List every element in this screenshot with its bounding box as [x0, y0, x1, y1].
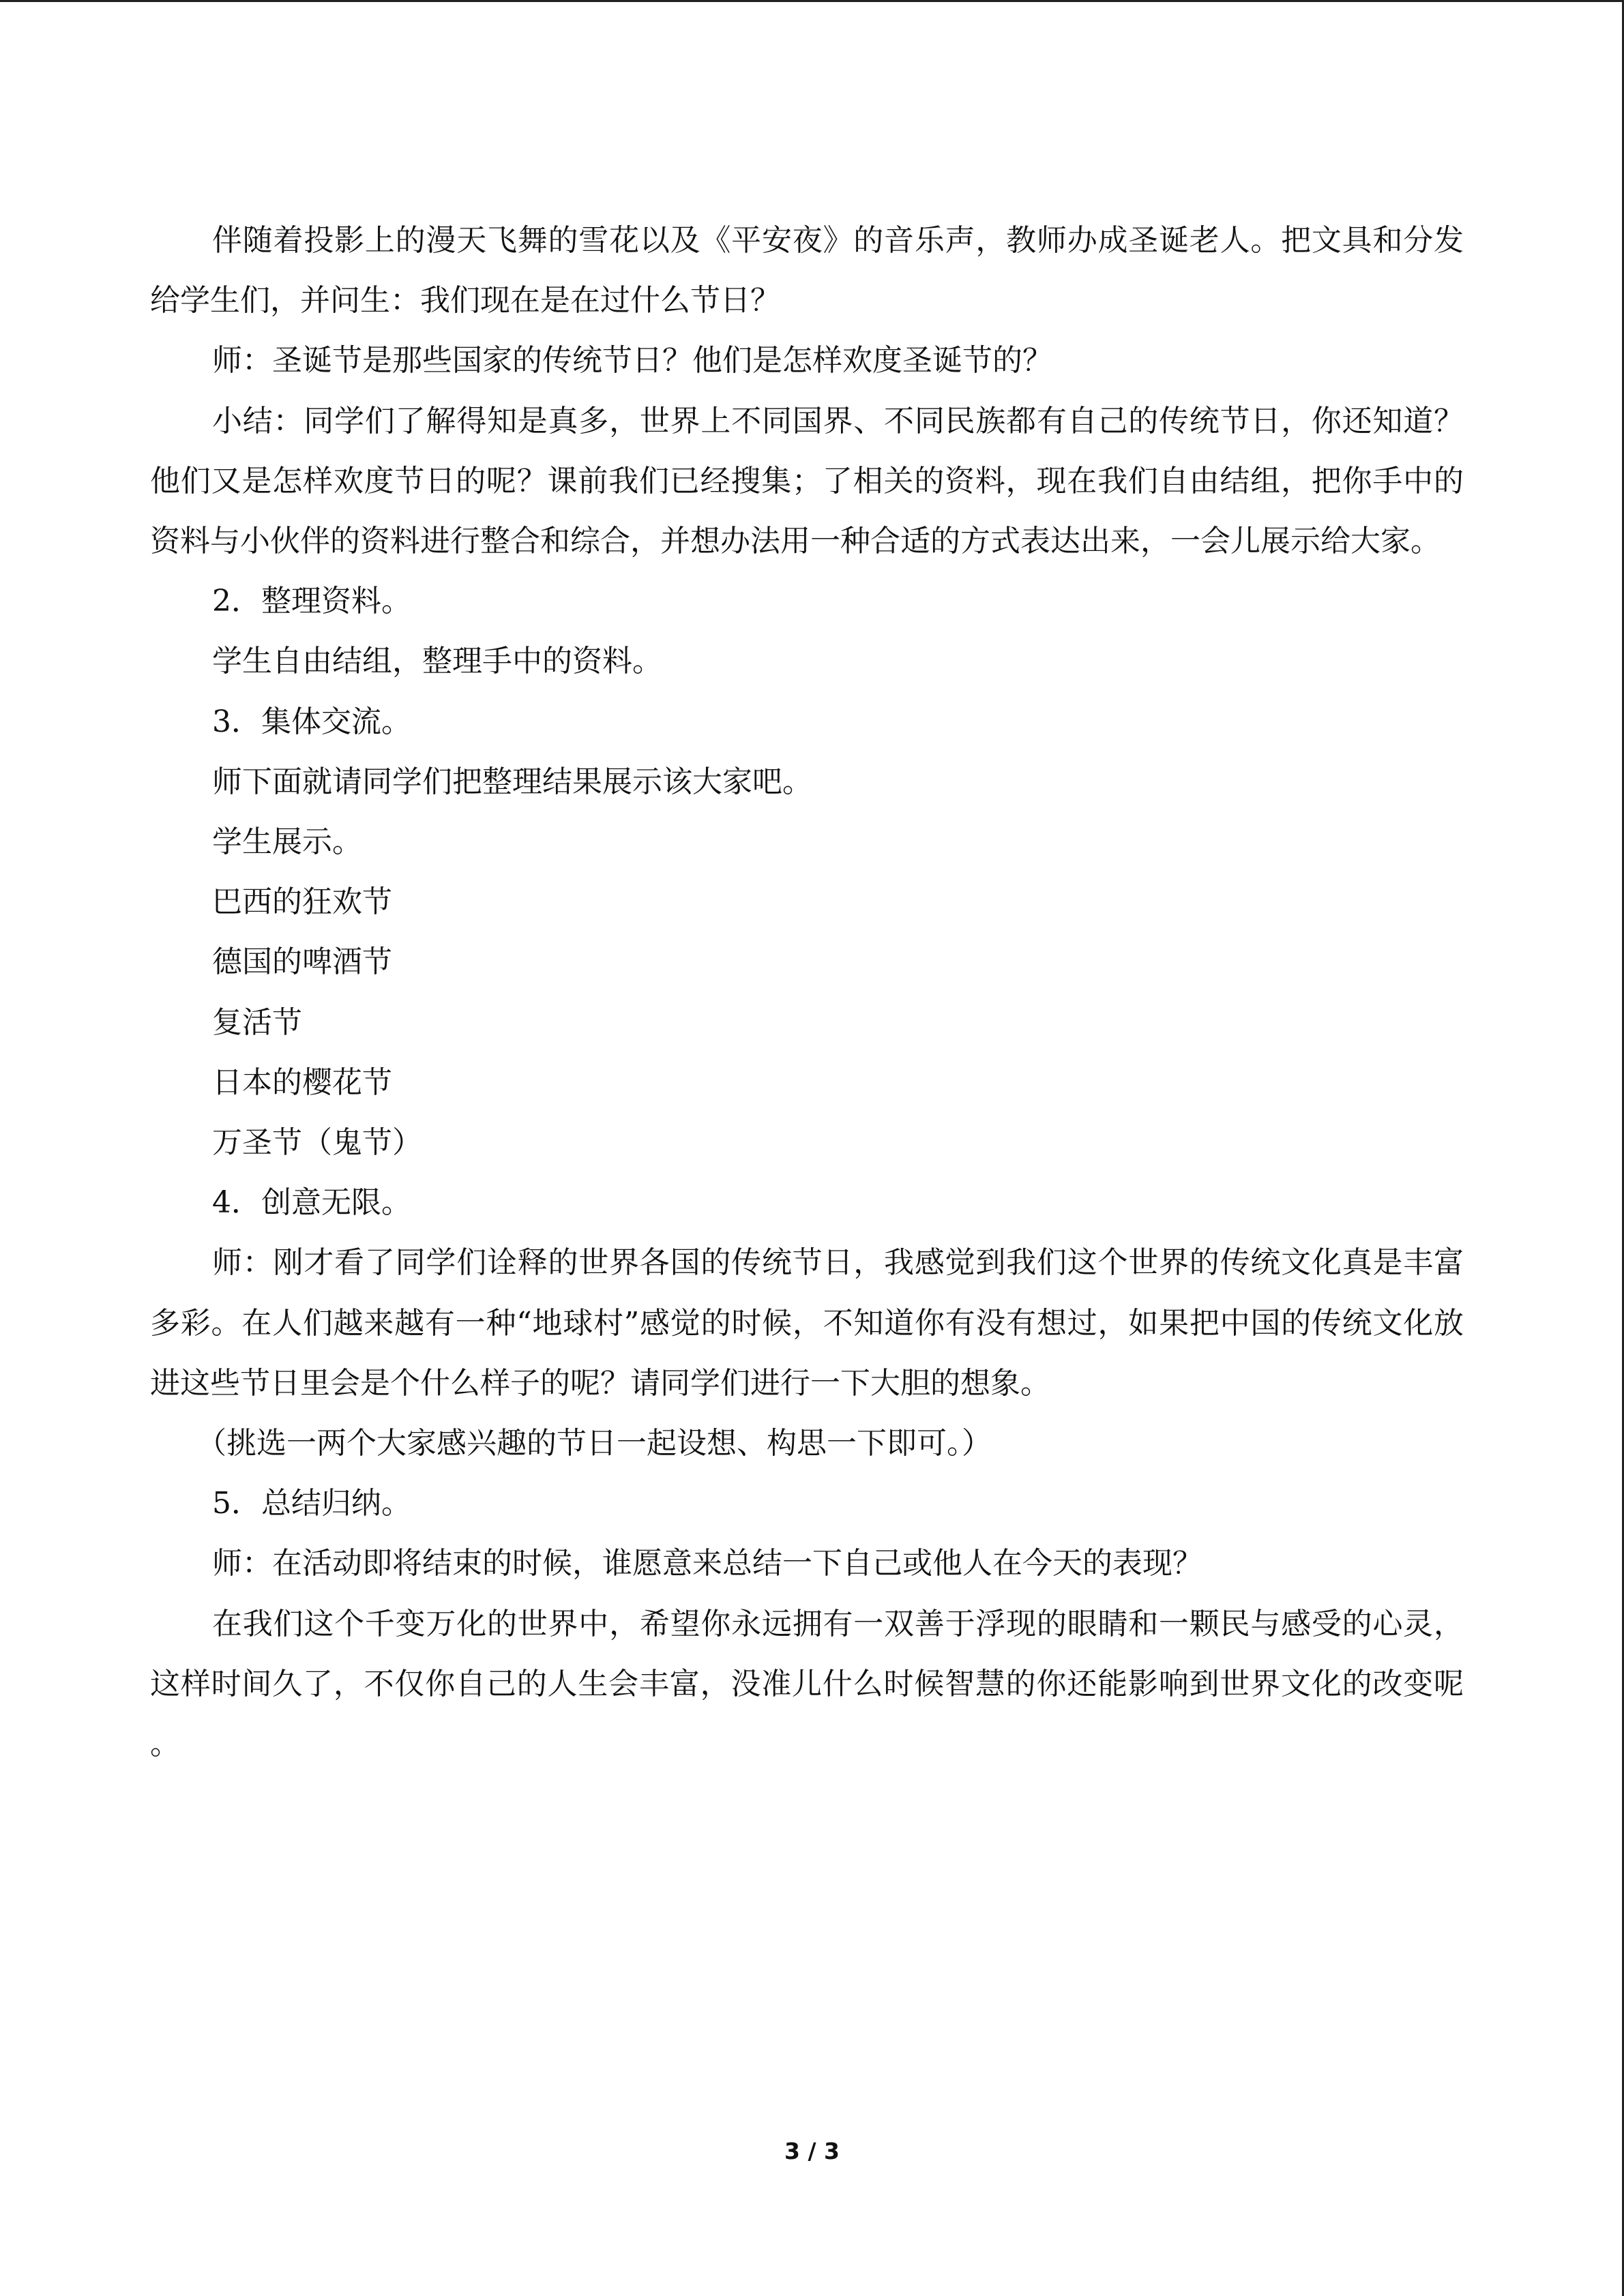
step-heading-4: 4．创意无限。 — [212, 1185, 411, 1221]
step-heading-3: 3．集体交流。 — [212, 704, 411, 739]
paragraph-group-work: 学生自由结组，整理手中的资料。 — [212, 644, 662, 679]
festival-item-japan: 日本的樱花节 — [212, 1064, 392, 1100]
paragraph-closing: 在我们这个千变万化的世界中，希望你永远拥有一双善于浮现的眼睛和一颗民与感受的心灵，这样时间久了，不仅你自己的人生会丰富，没准儿什么时候智慧的你还能影响到世界文化的改变呢。 — [150, 1606, 1464, 1762]
paragraph-creative: 师：刚才看了同学们诠释的世界各国的传统节日，我感觉到我们这个世界的传统文化真是丰富多彩。在人们越来越有一种“地球村”感觉的时候，不知道你有没有想过，如果把中国的传统文化放进这些节日里会是个什么样子的呢？请同学们进行一下大胆的想象。 — [150, 1245, 1464, 1401]
step-heading-2: 2．整理资料。 — [212, 584, 411, 619]
paragraph-student-show: 学生展示。 — [212, 824, 362, 860]
festival-item-easter: 复活节 — [212, 1004, 302, 1040]
page-number: 3 / 3 — [784, 2138, 840, 2164]
festival-item-germany: 德国的啤酒节 — [212, 944, 392, 980]
festival-item-brazil: 巴西的狂欢节 — [212, 884, 392, 920]
paragraph-summary: 小结：同学们了解得知是真多，世界上不同国界、不同民族都有自己的传统节日，你还知道？他们又是怎样欢度节日的呢？课前我们已经搜集；了相关的资料，现在我们自由结组，把你手中的资料与小伙伴的资料进行整合和综合，并想办法用一种合适的方式表达出来，一会儿展示给大家。 — [150, 403, 1464, 559]
paragraph-teacher-wrapup: 师：在活动即将结束的时候，谁愿意来总结一下自己或他人在今天的表现？ — [212, 1546, 1202, 1581]
paragraph-intro: 伴随着投影上的漫天飞舞的雪花以及《平安夜》的音乐声，教师办成圣诞老人。把文具和分发给学生们，并问生：我们现在是在过什么节日？ — [150, 223, 1464, 318]
paragraph-note: （挑选一两个大家感兴趣的节日一起设想、构思一下即可。） — [196, 1426, 992, 1461]
step-heading-5: 5．总结归纳。 — [212, 1486, 411, 1521]
page-body — [150, 211, 1464, 1774]
paragraph-teacher-invite: 师下面就请同学们把整理结果展示该大家吧。 — [212, 764, 812, 799]
paragraph-teacher-question: 师：圣诞节是那些国家的传统节日？他们是怎样欢度圣诞节的？ — [212, 343, 1052, 378]
festival-item-halloween: 万圣节（鬼节） — [212, 1125, 422, 1161]
